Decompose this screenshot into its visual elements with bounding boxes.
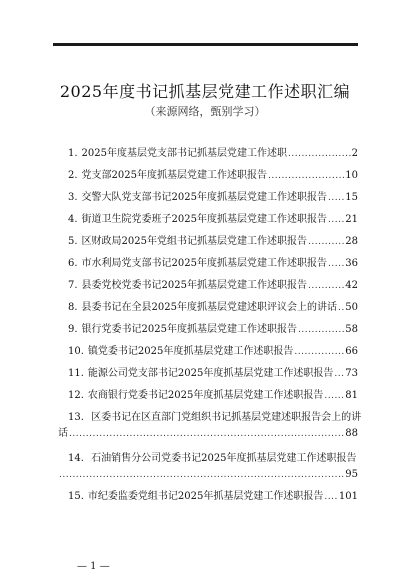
toc-title: 区委书记在区直部门党组织书记抓基层党建述职报告会上的讲 xyxy=(91,412,362,423)
toc-entry[interactable] xyxy=(68,146,358,159)
toc-leader-dots xyxy=(59,470,344,480)
toc-title: 银行党委书记2025年度抓基层党建工作述职报告 xyxy=(81,324,297,335)
toc-number: 11. xyxy=(68,368,84,379)
toc-leader-dots xyxy=(328,215,344,225)
toc-number: 10. xyxy=(68,346,84,357)
toc-page-number: 58 xyxy=(345,324,358,335)
toc-leader-dots xyxy=(324,391,344,401)
toc-number: 2. xyxy=(68,170,78,181)
toc-leader-dots xyxy=(328,259,344,269)
toc-title: 交警大队党支部书记2025年度抓基层党建工作述职报告 xyxy=(81,192,327,203)
toc-leader-dots xyxy=(294,347,344,357)
toc-number: 3. xyxy=(68,192,78,203)
toc-title: 街道卫生院党委班子2025年度抓基层党建工作述职报告 xyxy=(81,214,327,225)
toc-entry[interactable] xyxy=(68,366,358,379)
toc-title-continuation: 话 xyxy=(58,428,68,439)
toc-number: 15. xyxy=(68,491,84,502)
toc-page-number: 36 xyxy=(345,258,358,269)
toc-number: 14. xyxy=(68,453,84,464)
toc-leader-dots xyxy=(328,193,344,203)
toc-title: 镇党委书记2025年度抓基层党建工作述职报告 xyxy=(87,346,294,357)
toc-entry[interactable] xyxy=(68,344,358,357)
toc-entry[interactable] xyxy=(68,212,358,225)
top-rule xyxy=(53,43,358,46)
toc-title: 石油销售分公司党委书记2025年度抓基层党建工作述职报告 xyxy=(91,453,357,464)
toc-leader-dots xyxy=(324,492,338,502)
document-subtitle: （来源网络，甄别学习） xyxy=(144,105,266,118)
toc-page-number: 66 xyxy=(345,346,358,357)
toc-entry[interactable] xyxy=(68,489,358,502)
toc-page-number: 2 xyxy=(351,148,358,159)
toc-number: 4. xyxy=(68,214,78,225)
toc-number: 6. xyxy=(68,258,78,269)
toc-leader-dots xyxy=(334,369,344,379)
toc-title: 县委书记在全县2025年度抓基层党建述职评议会上的讲话 xyxy=(81,302,337,313)
toc-title: 区财政局2025年党组书记抓基层党建工作述职报告 xyxy=(81,236,307,247)
toc-leader-dots xyxy=(338,303,344,313)
toc-number: 5. xyxy=(68,236,78,247)
toc-page-number: 50 xyxy=(345,302,358,313)
toc-entry[interactable] xyxy=(68,388,358,401)
toc-title: 市纪委监委党组书记2025年抓基层党建工作述职报告 xyxy=(87,491,324,502)
toc-number: 7. xyxy=(68,280,78,291)
toc-title: 县委党校党委书记2025年抓基层党建工作述职报告 xyxy=(81,280,307,291)
toc-entry-continuation[interactable] xyxy=(58,426,358,439)
toc-title: 能源公司党支部书记2025年度抓基层党建工作述职报告 xyxy=(87,368,334,379)
toc-leader-dots xyxy=(268,171,344,181)
toc-entry[interactable] xyxy=(68,234,358,247)
toc-page-number: 10 xyxy=(345,170,358,181)
toc-title: 2025年度基层党支部书记抓基层党建工作述职 xyxy=(81,148,287,159)
toc-entry[interactable] xyxy=(68,278,358,291)
toc-title: 农商银行党委书记2025年度抓基层党建工作述职报告 xyxy=(87,390,324,401)
document-title: 2025年度书记抓基层党建工作述职汇编 xyxy=(59,82,351,101)
toc-leader-dots xyxy=(288,149,351,159)
toc-page-number: 88 xyxy=(345,428,358,439)
toc-entry[interactable] xyxy=(68,322,358,335)
toc-leader-dots xyxy=(308,237,344,247)
toc-page-number: 28 xyxy=(345,236,358,247)
toc-page-number: 73 xyxy=(345,368,358,379)
toc-entry-first-line[interactable] xyxy=(68,449,358,462)
toc-page-number: 101 xyxy=(338,491,358,502)
toc-leader-dots xyxy=(298,325,344,335)
toc-page-number: 21 xyxy=(345,214,358,225)
toc-page-number: 81 xyxy=(345,390,358,401)
toc-entry[interactable] xyxy=(68,190,358,203)
toc-number: 1. xyxy=(68,148,78,159)
toc-number: 12. xyxy=(68,390,84,401)
toc-entry[interactable] xyxy=(68,300,358,313)
toc-page-number: 15 xyxy=(345,192,358,203)
toc-page-number: 42 xyxy=(345,280,358,291)
toc-number: 13. xyxy=(68,412,84,423)
toc-title: 市水利局党支部书记2025年度抓基层党建工作述职报告 xyxy=(81,258,327,269)
toc-leader-dots xyxy=(308,281,344,291)
toc-entry-continuation[interactable] xyxy=(58,467,358,480)
toc-title: 党支部2025年度抓基层党建工作述职报告 xyxy=(81,170,267,181)
toc-number: 8. xyxy=(68,302,78,313)
toc-entry[interactable] xyxy=(68,168,358,181)
toc-leader-dots xyxy=(69,429,344,439)
toc-entry[interactable] xyxy=(68,256,358,269)
toc-page-number: 95 xyxy=(345,469,358,480)
page-number-footer: — 1 — xyxy=(77,561,110,572)
toc-entry-first-line[interactable] xyxy=(68,408,362,423)
toc-number: 9. xyxy=(68,324,78,335)
